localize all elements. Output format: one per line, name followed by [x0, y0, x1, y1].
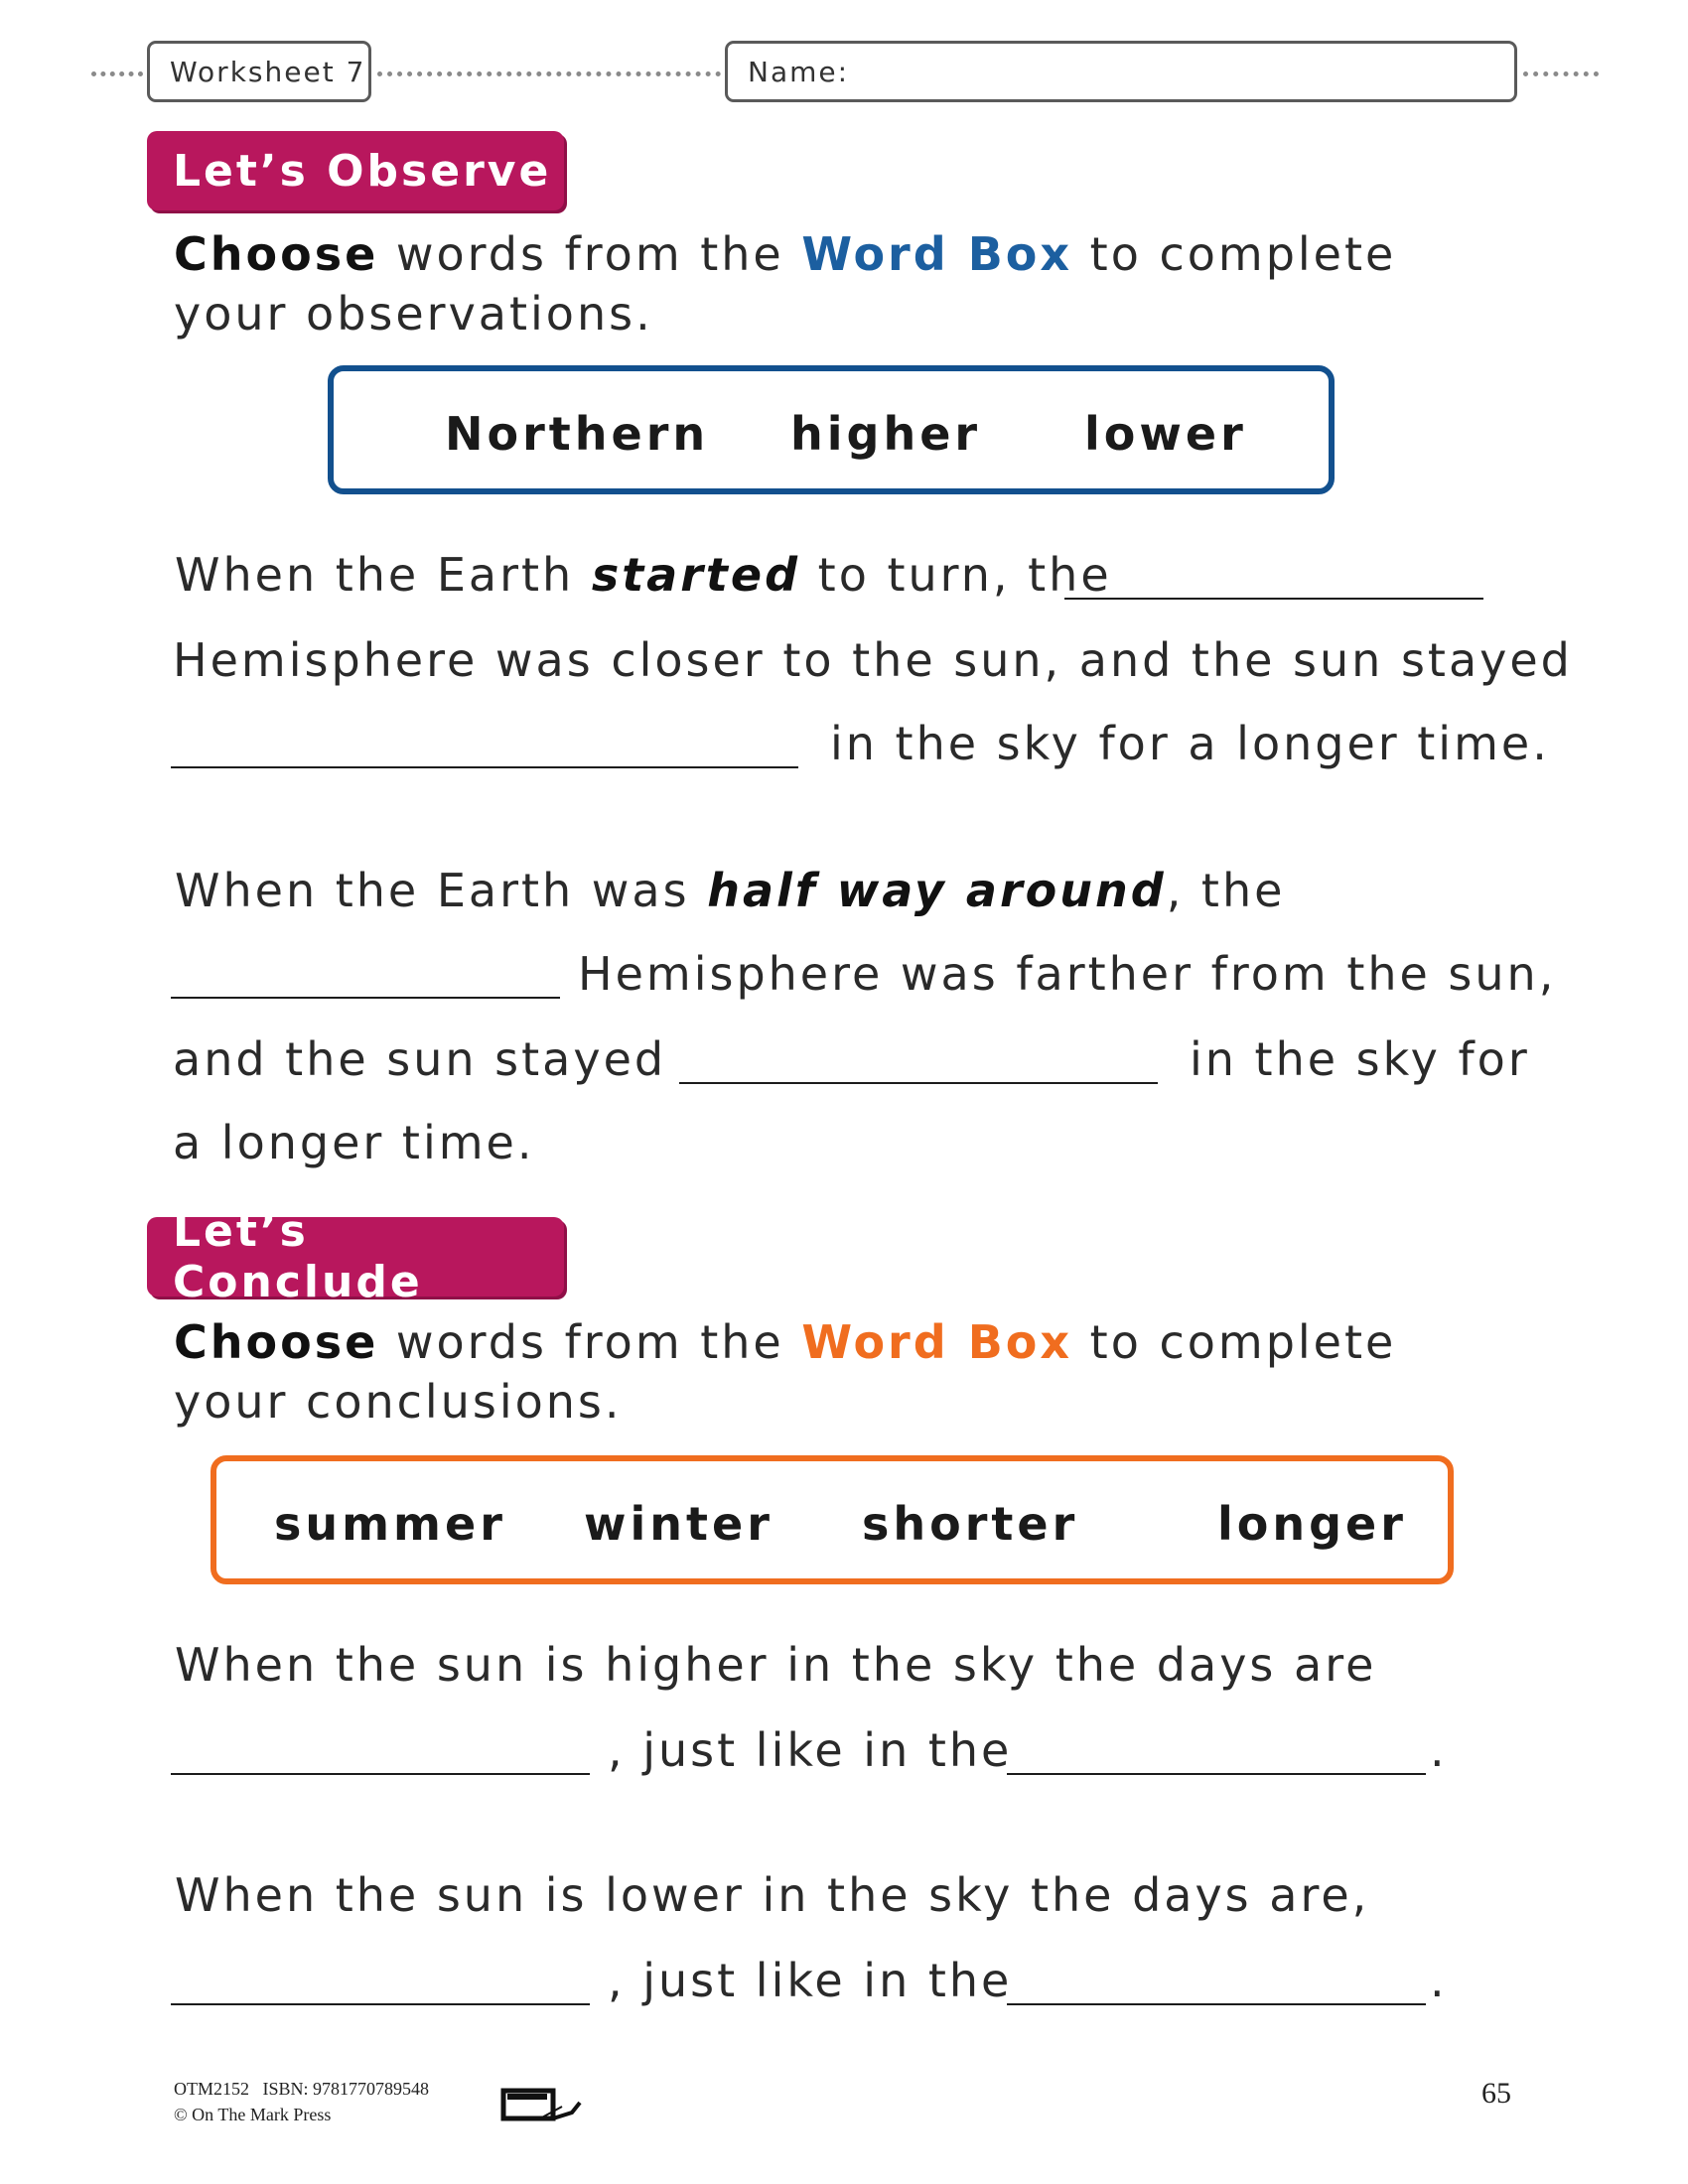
conclude-s1-line2: , just like in the . [171, 1702, 1521, 1787]
observe-word-box [328, 365, 1335, 494]
answer-blank[interactable] [1064, 598, 1483, 600]
answer-blank[interactable] [171, 766, 798, 768]
conclude-heading: Let’s Conclude [147, 1217, 564, 1297]
observe-heading: Let’s Observe [147, 131, 564, 210]
answer-blank[interactable] [171, 997, 560, 999]
observe-s2-line2: Hemisphere was farther from the sun, [171, 925, 1521, 1011]
answer-blank[interactable] [171, 2003, 590, 2005]
answer-blank[interactable] [679, 1082, 1158, 1084]
footer-code: OTM2152 [174, 2079, 249, 2099]
word-box-item: longer [1217, 1497, 1407, 1551]
word-box-item: winter [584, 1497, 774, 1551]
answer-blank[interactable] [1007, 1773, 1426, 1775]
conclude-s2-line1: When the sun is lower in the sky the days are, [175, 1868, 1370, 1922]
conclude-word-box [211, 1455, 1454, 1584]
conclude-instruction: Choose words from the Word Box to complete your conclusions. [174, 1315, 1397, 1429]
observe-s2-line1: When the Earth was half way around, the [175, 864, 1286, 917]
publisher-logo-icon [500, 2083, 582, 2124]
footer-publisher: © On The Mark Press [174, 2105, 332, 2124]
footer-code-isbn [174, 2079, 429, 2100]
observe-s1-line2: Hemisphere was closer to the sun, and the sun stayed [173, 633, 1573, 687]
observe-s2-line3: and the sun stayed in the sky for [173, 1032, 1530, 1086]
word-box-item: summer [274, 1497, 506, 1551]
page-number: 65 [1481, 2077, 1511, 2110]
word-box-item: Northern [445, 407, 710, 461]
worksheet-label: Worksheet 7 [170, 55, 366, 88]
word-box-item: shorter [862, 1497, 1079, 1551]
header-dots-left [91, 71, 143, 76]
observe-instruction: Choose words from the Word Box to complete your observations. [174, 227, 1397, 341]
word-box-item: higher [790, 407, 982, 461]
observe-s2-line4: a longer time. [173, 1116, 535, 1169]
worksheet-label-box [147, 41, 371, 102]
conclude-s2-line2: , just like in the . [171, 1932, 1521, 2017]
header-dots-middle [377, 71, 721, 76]
name-field[interactable] [725, 41, 1517, 102]
conclude-s1-line1: When the sun is higher in the sky the days are [175, 1638, 1377, 1692]
footer-isbn: ISBN: 9781770789548 [262, 2079, 430, 2099]
observe-s1-line1: When the Earth started to turn, the [171, 526, 1521, 612]
answer-blank[interactable] [1007, 2003, 1426, 2005]
word-box-item: lower [1084, 407, 1247, 461]
answer-blank[interactable] [171, 1773, 590, 1775]
observe-s1-line3: in the sky for a longer time. [171, 695, 1521, 780]
header-dots-right [1523, 71, 1599, 76]
name-label: Name: [748, 55, 850, 88]
